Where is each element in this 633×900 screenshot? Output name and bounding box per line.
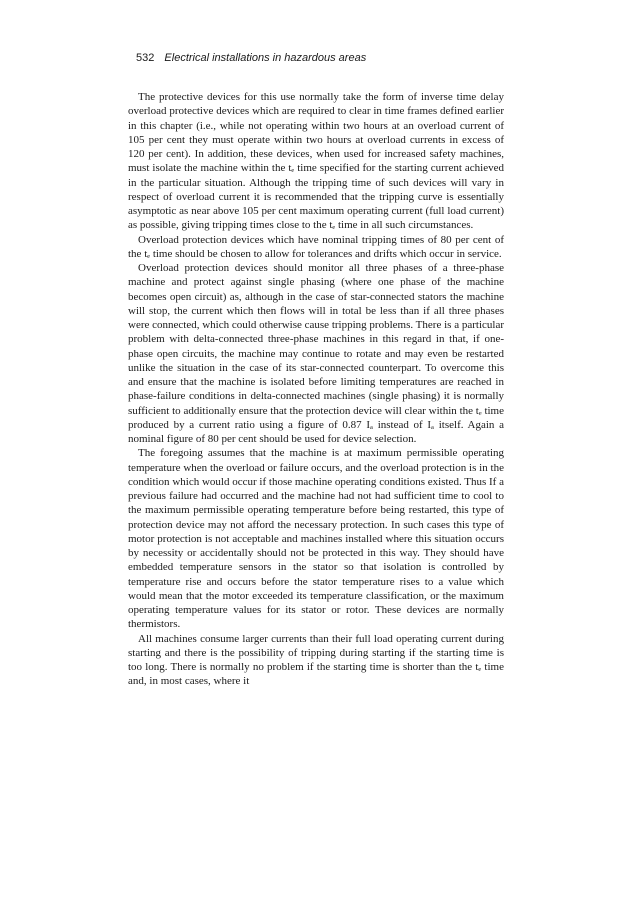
page-number: 532 [136, 52, 155, 64]
body-text [128, 90, 504, 689]
paragraph-text: Overload protection devices should monitor all three phases of a three-phase machine and protect against single phasing (where one phase of the machine becomes open circuit) as, although in the case of star-connected stators the machine will stop, the current which then flows will in total be less than if all three phases were connected, which could otherwise cause tripping problems. There is a particular problem with delta-connected three-phase machines in this regard in that, if one-phase open circuits, the machine may continue to rotate and may even be restarted unlike the situation in the case of its star-connected counterpart. To overcome this and ensure that the machine is isolated before limiting temperatures are reached in phase-failure conditions in delta-connected machines (single phasing) it is normally sufficient to additionally ensure that the protection device will clear within the tₑ time produced by a current ratio using a figure of 0.87 Iₐ instead of Iₐ itself. Again a nominal figure of 80 per cent should be used for device selection. [128, 262, 504, 445]
paragraph [128, 446, 504, 631]
paragraph [128, 261, 504, 446]
paragraph-text: The foregoing assumes that the machine is at maximum permissible operating temperature when the overload or failure occurs, and the overload protection is in the condition which would occur if those machine operating conditions existed. Thus If a previous failure had occurred and the machine had not had sufficient time to cool to the maximum permissible operating temperature before being restarted, this type of protection device may not afford the necessary protection. In such cases this type of motor protection is not acceptable and machines installed where this situation occurs by necessity or accidentally should not be protected in this way. They should have embedded temperature sensors in the stator so that isolation is controlled by temperature rise and occurs before the stator temperature rises to a value which would mean that the motor exceeded its temperature classification, or the maximum operating temperature values for its stator or rotor. These devices are normally thermistors. [128, 447, 504, 631]
paragraph [128, 233, 504, 262]
paragraph-text: Overload protection devices which have nominal tripping times of 80 per cent of the tₑ time should be chosen to allow for tolerances and drifts which occur in service. [128, 233, 504, 260]
book-title: Electrical installations in hazardous areas [164, 52, 367, 64]
paragraph [128, 90, 504, 233]
paragraph-text: All machines consume larger currents than their full load operating current during starting and there is the possibility of tripping during starting if the starting time is too long. There is normally no problem if the starting time is shorter than the tₑ time and, in most cases, where it [128, 632, 504, 688]
paragraph [128, 632, 504, 689]
running-head [136, 52, 366, 64]
paragraph-text: The protective devices for this use normally take the form of inverse time delay overload protective devices which are required to clear in time frames defined earlier in this chapter (i.e., while not operating within two hours at an overload current of 105 per cent they must operate within two hours at overload currents in excess of 120 per cent). In addition, these devices, when used for increased safety machines, must isolate the machine within the tₑ time specified for the starting current achieved in the particular situation. Although the tripping time of such devices will vary in respect of overload current it is recommended that the tripping curve is essentially asymptotic as near above 105 per cent maximum operating current (full load current) as possible, giving tripping times close to the tₑ time in all such circumstances. [128, 91, 504, 232]
